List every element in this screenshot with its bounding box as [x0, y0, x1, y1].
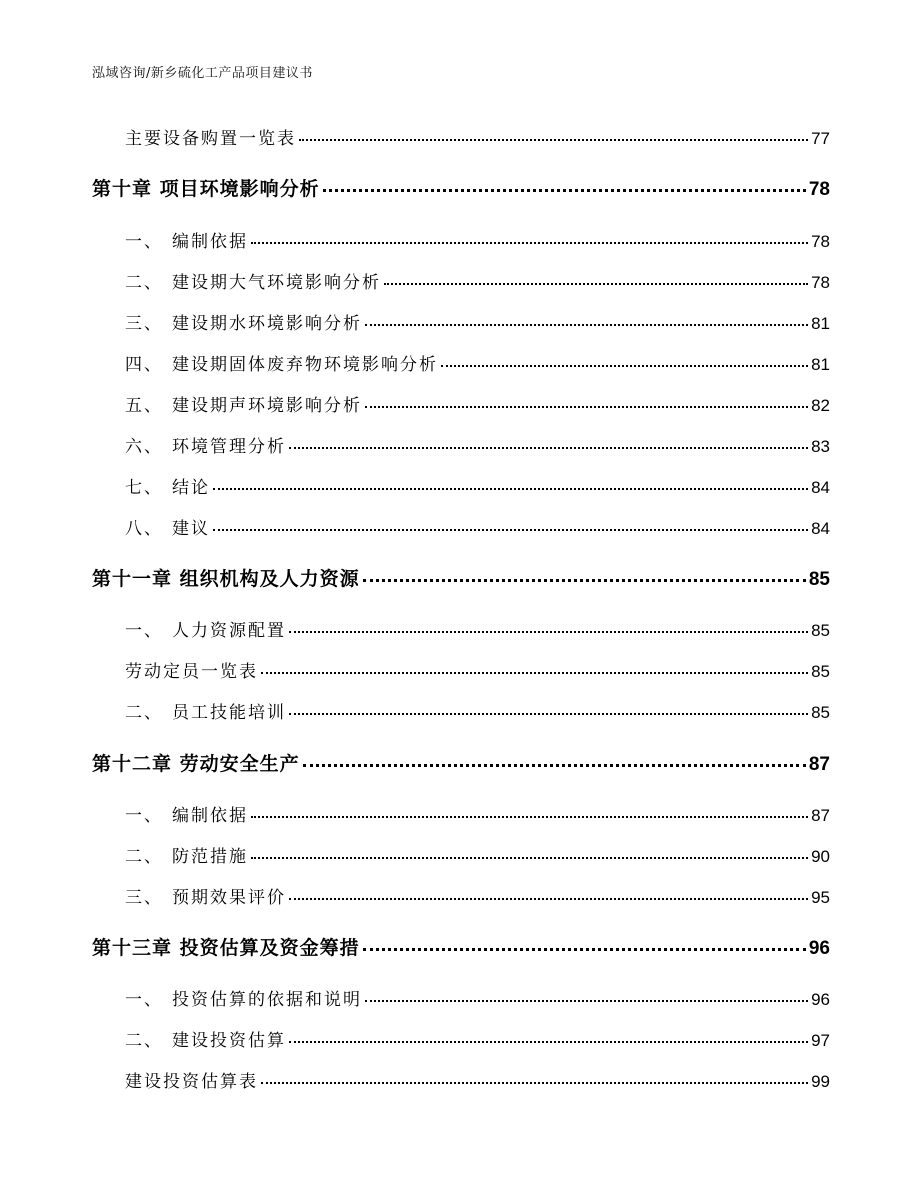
toc-entry-page: 87 — [811, 806, 830, 825]
dot-leader — [365, 1000, 808, 1002]
toc-entry-title: 建设投资估算表 — [125, 1072, 258, 1092]
dot-leader — [251, 857, 808, 859]
dot-leader — [289, 631, 808, 633]
toc-chapter-title: 第十二章 劳动安全生产 — [92, 753, 300, 775]
toc-entry-number: 二、 — [125, 1031, 163, 1051]
toc-entry-number: 二、 — [125, 847, 163, 867]
toc-entry-title: 建设投资估算 — [172, 1031, 286, 1051]
dot-leader — [251, 816, 808, 818]
toc-entry[interactable] — [125, 698, 830, 723]
toc-entry-page: 81 — [811, 314, 830, 333]
dot-leader — [289, 447, 808, 449]
toc-entry[interactable] — [125, 616, 830, 641]
dot-leader — [261, 672, 808, 674]
dot-leader — [289, 713, 808, 715]
running-header: 泓域咨询/新乡硫化工产品项目建议书 — [92, 66, 313, 81]
toc-chapter-title: 第十三章 投资估算及资金筹措 — [92, 937, 360, 959]
toc-entry[interactable] — [125, 309, 830, 334]
toc-entry-page: 78 — [811, 273, 830, 292]
toc-entry-page: 96 — [811, 990, 830, 1009]
toc-entry-page: 99 — [811, 1072, 830, 1091]
toc-chapter-page: 87 — [808, 754, 830, 775]
toc-entry[interactable] — [125, 350, 830, 375]
toc-entry-title: 编制依据 — [172, 806, 248, 826]
toc-entry-number: 四、 — [125, 355, 163, 375]
toc-chapter[interactable] — [92, 933, 830, 960]
toc-entry[interactable] — [125, 432, 830, 457]
toc-entry-number: 一、 — [125, 990, 163, 1010]
toc-entry-page: 85 — [811, 703, 830, 722]
toc-entry-number: 一、 — [125, 806, 163, 826]
toc-entry[interactable] — [125, 883, 830, 908]
toc-entry-number: 八、 — [125, 519, 163, 539]
dot-leader — [261, 1082, 808, 1084]
dot-leader — [303, 764, 806, 767]
toc-chapter-title: 第十章 项目环境影响分析 — [92, 178, 320, 200]
toc-entry-number: 五、 — [125, 396, 163, 416]
dot-leader — [299, 139, 808, 141]
toc-chapter-title: 第十一章 组织机构及人力资源 — [92, 568, 360, 590]
dot-leader — [213, 488, 808, 490]
toc-entry-page: 97 — [811, 1031, 830, 1050]
toc-entry-page: 85 — [811, 662, 830, 681]
dot-leader — [365, 324, 808, 326]
toc-chapter[interactable] — [92, 174, 830, 201]
toc-entry-page: 81 — [811, 355, 830, 374]
toc-entry-number: 二、 — [125, 273, 163, 293]
toc-entry-title: 预期效果评价 — [172, 888, 286, 908]
dot-leader — [289, 898, 808, 900]
toc-entry[interactable] — [125, 391, 830, 416]
toc-entry-page: 77 — [811, 129, 830, 148]
toc-entry-number: 一、 — [125, 621, 163, 641]
toc-entry-number: 六、 — [125, 437, 163, 457]
toc-entry-title: 人力资源配置 — [172, 621, 286, 641]
toc-chapter-page: 85 — [808, 569, 830, 590]
toc-entry-title: 员工技能培训 — [172, 703, 286, 723]
toc-entry-title: 建议 — [172, 519, 210, 539]
toc-entry-number: 一、 — [125, 232, 163, 252]
toc-entry[interactable] — [125, 985, 830, 1010]
toc-entry-title: 结论 — [172, 478, 210, 498]
toc-entry[interactable] — [125, 268, 830, 293]
toc-entry-page: 78 — [811, 232, 830, 251]
toc-entry[interactable] — [125, 1026, 830, 1051]
toc-entry-title: 建设期水环境影响分析 — [172, 314, 362, 334]
toc-entry-title: 建设期大气环境影响分析 — [172, 273, 381, 293]
toc-entry-title: 建设期声环境影响分析 — [172, 396, 362, 416]
dot-leader — [384, 283, 808, 285]
dot-leader — [363, 579, 806, 582]
toc-chapter-page: 96 — [808, 938, 830, 959]
toc-entry-title: 劳动定员一览表 — [125, 662, 258, 682]
toc-entry-number: 三、 — [125, 314, 163, 334]
toc-entry-page: 82 — [811, 396, 830, 415]
dot-leader — [251, 242, 808, 244]
toc-entry-page: 85 — [811, 621, 830, 640]
toc-entry[interactable] — [125, 473, 830, 498]
dot-leader — [213, 529, 808, 531]
toc-entry-page: 95 — [811, 888, 830, 907]
toc-entry[interactable] — [125, 801, 830, 826]
dot-leader — [323, 189, 806, 192]
toc-entry-page: 84 — [811, 519, 830, 538]
toc-entry-title: 编制依据 — [172, 232, 248, 252]
dot-leader — [365, 406, 808, 408]
toc-entry-number: 三、 — [125, 888, 163, 908]
toc-chapter[interactable] — [92, 564, 830, 591]
toc-entry[interactable] — [125, 227, 830, 252]
toc-entry[interactable] — [125, 842, 830, 867]
toc-entry-title: 防范措施 — [172, 847, 248, 867]
toc-entry[interactable] — [125, 657, 830, 682]
toc-entry-title: 环境管理分析 — [172, 437, 286, 457]
dot-leader — [289, 1041, 808, 1043]
toc-entry-page: 84 — [811, 478, 830, 497]
dot-leader — [363, 948, 806, 951]
toc-entry-number: 七、 — [125, 478, 163, 498]
toc-entry-number: 二、 — [125, 703, 163, 723]
toc-entry[interactable] — [125, 124, 830, 149]
toc-entry-title: 建设期固体废弃物环境影响分析 — [172, 355, 438, 375]
toc-entry[interactable] — [125, 1067, 830, 1092]
toc-entry-title: 主要设备购置一览表 — [125, 129, 296, 149]
toc-chapter-page: 78 — [808, 179, 830, 200]
toc-entry-page: 90 — [811, 847, 830, 866]
dot-leader — [441, 365, 808, 367]
toc-entry-page: 83 — [811, 437, 830, 456]
toc-chapter[interactable] — [92, 749, 830, 776]
toc-entry[interactable] — [125, 514, 830, 539]
toc-entry-title: 投资估算的依据和说明 — [172, 990, 362, 1010]
